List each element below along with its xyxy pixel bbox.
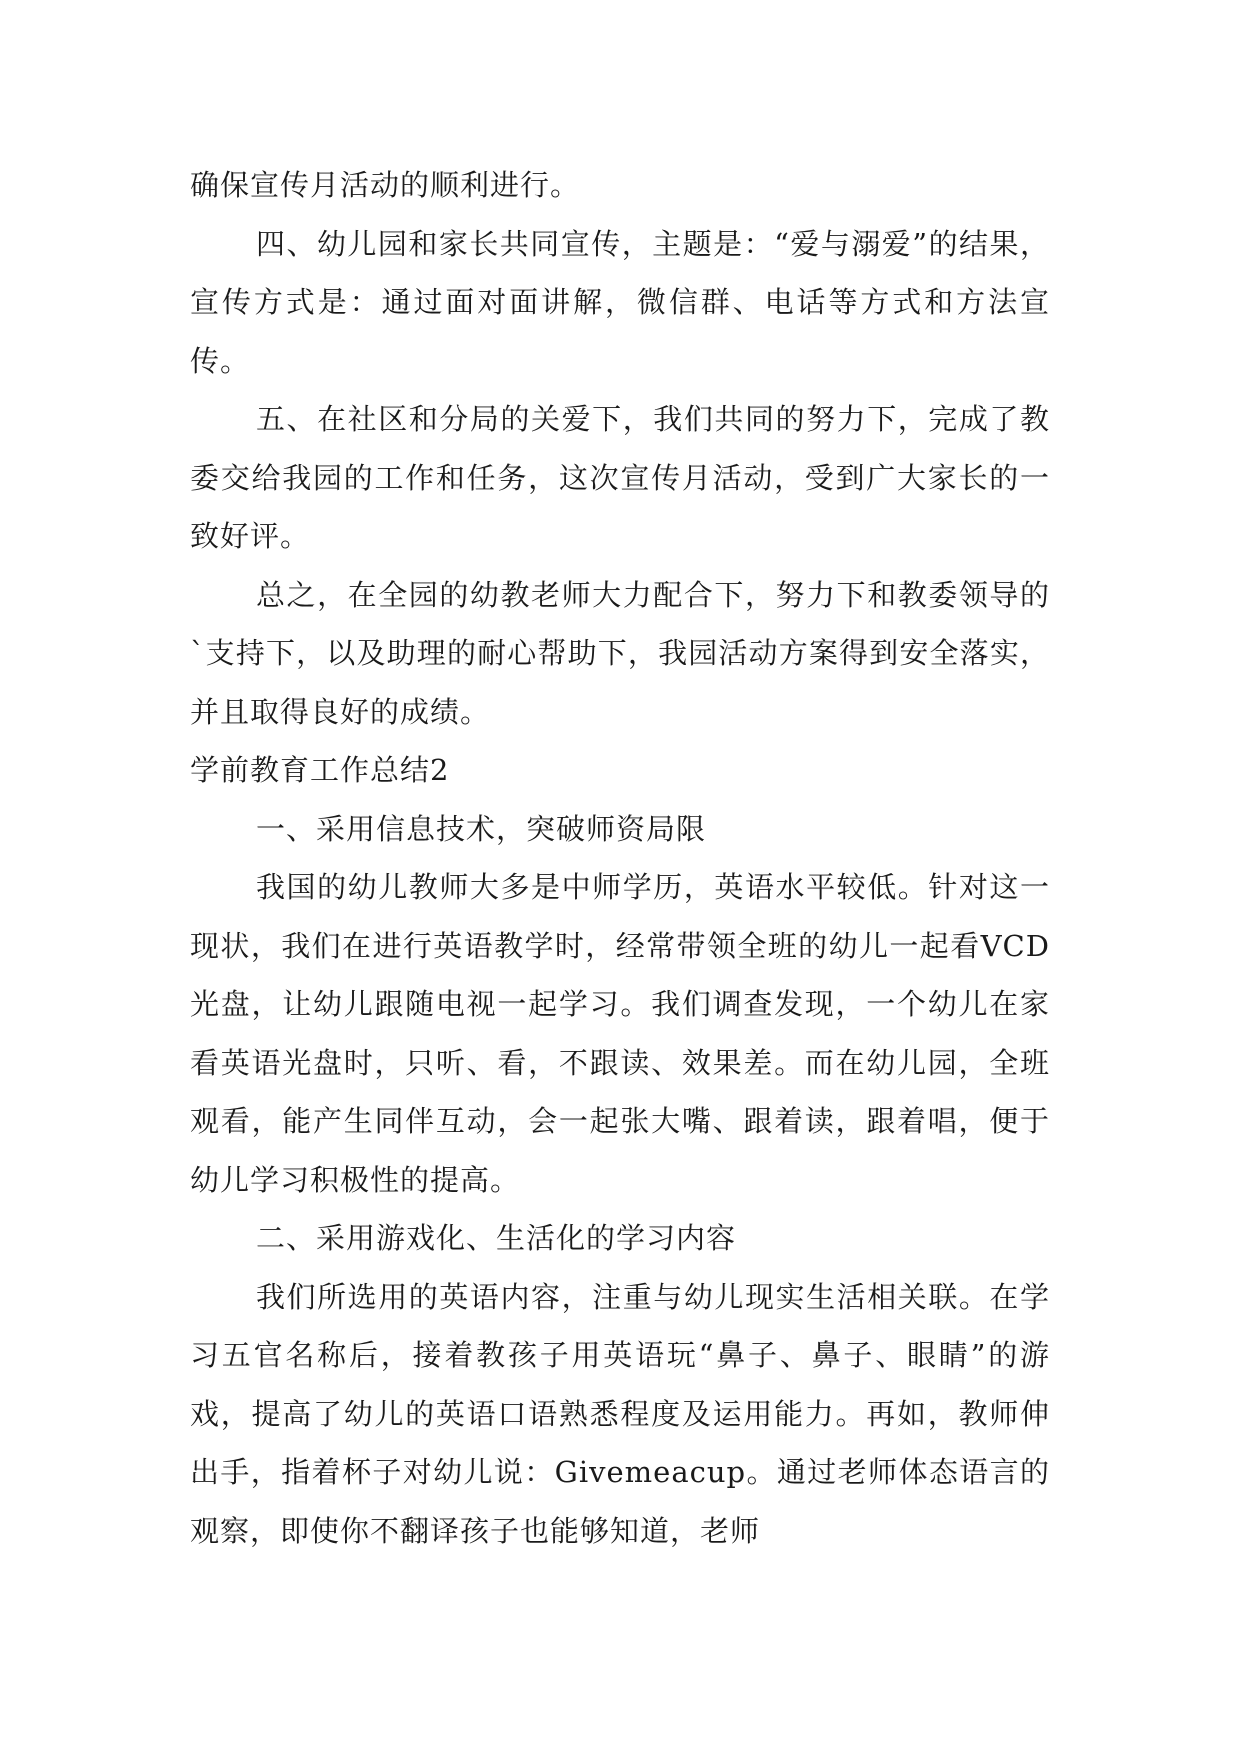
paragraph-conclusion: 总之，在全园的幼教老师大力配合下，努力下和教委领导的`支持下，以及助理的耐心帮助下，我园活动方案得到安全落实，并且取得良好的成绩。 [190, 577, 1050, 729]
subheading-one: 一、采用信息技术，突破师资局限 [256, 811, 707, 846]
paragraph-item-four: 四、幼儿园和家长共同宣传，主题是：“爱与溺爱”的结果，宣传方式是：通过面对面讲解，微信群、电话等方式和方法宣传。 [190, 226, 1050, 378]
paragraph-item-five: 五、在社区和分局的关爱下，我们共同的努力下，完成了教委交给我园的工作和任务，这次宣传月活动，受到广大家长的一致好评。 [190, 402, 1050, 553]
paragraph-teachers: 我国的幼儿教师大多是中师学历，英语水平较低。针对这一现状，我们在进行英语教学时，经常带领全班的幼儿一起看VCD光盘，让幼儿跟随电视一起学习。我们调查发现，一个幼儿在家看英语光盘时，只听、看，不跟读、效果差。而在幼儿园，全班观看，能产生同伴互动，会一起张大嘴、跟着读，跟着唱，便于幼儿学习积极性的提高。 [190, 870, 1050, 1197]
paragraph-continuation: 确保宣传月活动的顺利进行。 [190, 168, 581, 202]
document-body [190, 156, 1050, 1560]
paragraph-content: 我们所选用的英语内容，注重与幼儿现实生活相关联。在学习五官名称后，接着教孩子用英语玩“鼻子、鼻子、眼睛”的游戏，提高了幼儿的英语口语熟悉程度及运用能力。再如，教师伸出手，指着杯子对幼儿说：Givemeacup。通过老师体态语言的观察，即使你不翻译孩子也能够知道，老师 [190, 1279, 1050, 1548]
subheading-two: 二、采用游戏化、生活化的学习内容 [256, 1221, 737, 1255]
section-title: 学前教育工作总结2 [190, 753, 450, 787]
